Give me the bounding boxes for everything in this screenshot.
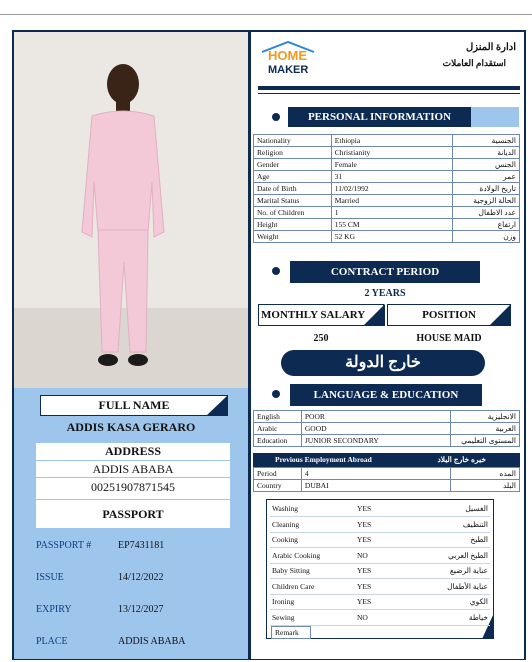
skill-label-ar: الغسيل	[465, 504, 488, 513]
skill-label: Arabic Cooking	[272, 550, 321, 560]
label-ar: ارتفاع	[453, 219, 520, 231]
label: Age	[254, 171, 332, 183]
table-row	[254, 207, 520, 219]
address-value: ADDIS ABABA	[36, 461, 230, 478]
skill-label-ar: خياطة	[468, 612, 488, 622]
language-bullet-icon	[272, 390, 280, 398]
value: GOOD	[301, 423, 450, 435]
label-ar: البلد	[451, 480, 520, 492]
place-value: ADDIS ABABA	[118, 636, 186, 647]
company-logo	[260, 40, 316, 80]
label: Marital Status	[254, 195, 332, 207]
value: Female	[331, 159, 452, 171]
label-ar: عدد الاطفال	[453, 207, 520, 219]
full-name-label: FULL NAME	[98, 398, 170, 412]
passport-header-box	[36, 500, 230, 528]
table-row	[254, 195, 520, 207]
banner-stripe	[471, 107, 519, 127]
skill-label: Sewing	[272, 612, 295, 622]
section-bullet-icon	[272, 113, 280, 121]
label-ar: الديانة	[453, 147, 520, 159]
table-row	[254, 159, 520, 171]
value: Christianity	[331, 147, 452, 159]
skill-value: NO	[357, 550, 368, 560]
header-ar-line2: استقدام العاملات	[442, 58, 506, 68]
skill-divider	[270, 578, 490, 579]
label: Religion	[254, 147, 332, 159]
issue-value: 14/12/2022	[118, 572, 164, 583]
expiry-label: EXPIRY	[36, 604, 72, 615]
candidate-photo	[14, 32, 248, 388]
employment-table	[253, 467, 520, 492]
label: Weight	[254, 231, 332, 243]
label-ar: تاريخ الولادة	[453, 183, 520, 195]
phone-value: 00251907871545	[91, 480, 175, 494]
top-rule	[0, 14, 532, 15]
label: No. of Children	[254, 207, 332, 219]
position-label: POSITION	[422, 309, 476, 321]
skill-value: YES	[357, 581, 372, 591]
table-row	[254, 231, 520, 243]
skill-label-ar: عناية الأطفال	[447, 581, 488, 591]
salary-corner-icon	[363, 304, 385, 326]
label: Gender	[254, 159, 332, 171]
language-table	[253, 410, 520, 447]
skill-label: Ironing	[272, 597, 295, 606]
label-ar: المستوى التعليمي	[451, 435, 520, 447]
passport-number-label: PASSPORT #	[36, 540, 92, 551]
table-row	[254, 480, 520, 492]
skill-divider	[270, 532, 490, 533]
skill-label-ar: عناية الرضيع	[449, 566, 488, 575]
table-row	[254, 468, 520, 480]
skill-divider	[270, 547, 490, 548]
table-row	[254, 183, 520, 195]
salary-value: 250	[313, 333, 329, 344]
employment-header	[253, 453, 520, 467]
skill-label: Children Care	[272, 581, 315, 591]
skill-value: YES	[357, 504, 372, 513]
value: 1	[331, 207, 452, 219]
personal-info-table	[253, 134, 520, 243]
label-ar: وزن	[453, 231, 520, 243]
issue-label: ISSUE	[36, 572, 64, 583]
table-row	[254, 423, 520, 435]
skill-label-ar: الطبخ العربي	[448, 550, 488, 560]
skill-label: Washing	[272, 504, 299, 513]
personal-info-title: PERSONAL INFORMATION	[288, 107, 471, 127]
header-ar-line1: ادارة المنزل	[466, 42, 516, 53]
table-row	[254, 219, 520, 231]
place-label: PLACE	[36, 636, 68, 647]
issue-row	[36, 572, 164, 583]
skill-divider	[270, 516, 490, 517]
abroad-pill	[281, 350, 485, 376]
table-row	[254, 171, 520, 183]
address-box	[36, 443, 230, 499]
label: Date of Birth	[254, 183, 332, 195]
skill-label: Cleaning	[272, 519, 300, 529]
label-ar: العربية	[451, 423, 520, 435]
monthly-salary-label: MONTHLY SALARY	[261, 309, 366, 321]
label: Nationality	[254, 135, 332, 147]
employment-title-en: Previous Employment Abroad	[275, 455, 372, 464]
label: Period	[254, 468, 302, 480]
skill-divider	[270, 594, 490, 595]
passport-number-value: EP7431181	[118, 540, 165, 551]
logo-line1: HOME	[268, 48, 307, 63]
position-value: HOUSE MAID	[416, 333, 482, 344]
header-rule-thin	[258, 93, 520, 94]
value: Ethiopia	[331, 135, 452, 147]
skill-value: YES	[357, 519, 372, 529]
skill-value: YES	[357, 535, 372, 544]
value: 155 CM	[331, 219, 452, 231]
table-row	[254, 435, 520, 447]
table-row	[254, 147, 520, 159]
label: Country	[254, 480, 302, 492]
place-row	[36, 636, 186, 647]
contract-period-value: 2 YEARS	[364, 288, 406, 299]
skill-label-ar: الطبخ	[470, 535, 488, 544]
contract-title: CONTRACT PERIOD	[290, 261, 480, 283]
logo-line2: MAKER	[268, 64, 309, 76]
passport-number-row	[36, 540, 164, 551]
contract-bullet-icon	[272, 267, 280, 275]
label: Education	[254, 435, 302, 447]
skill-divider	[270, 609, 490, 610]
address-label: ADDRESS	[36, 443, 230, 461]
skill-divider	[270, 563, 490, 564]
skill-value: YES	[357, 597, 372, 606]
skill-label: Baby Sitting	[272, 566, 310, 575]
full-name-value: ADDIS KASA GERARO	[66, 420, 196, 434]
value: JUNIOR SECONDARY	[301, 435, 450, 447]
skill-value: YES	[357, 566, 372, 575]
full-name-label-box	[40, 395, 228, 416]
skill-label-ar: التنظيف	[462, 519, 488, 529]
skill-label-ar: الكوي	[469, 597, 488, 606]
label-ar: المده	[451, 468, 520, 480]
passport-label: PASSPORT	[102, 507, 164, 521]
language-title: LANGUAGE & EDUCATION	[290, 384, 482, 406]
remark-label: Remark	[271, 626, 311, 639]
value: POOR	[301, 411, 450, 423]
table-row	[254, 135, 520, 147]
label-ar: الجنسية	[453, 135, 520, 147]
label: Arabic	[254, 423, 302, 435]
skill-label: Cooking	[272, 535, 298, 544]
label: Height	[254, 219, 332, 231]
label-ar: الجنس	[453, 159, 520, 171]
abroad-text: خارج الدولة	[345, 354, 421, 371]
value: DUBAI	[301, 480, 450, 492]
skill-value: NO	[357, 612, 368, 622]
label: English	[254, 411, 302, 423]
label-ar: عمر	[453, 171, 520, 183]
value: 4	[301, 468, 450, 480]
employment-title-ar: خبره خارج البلاد	[437, 455, 486, 464]
expiry-row	[36, 604, 164, 615]
corner-accent-icon	[206, 395, 228, 416]
value: 31	[331, 171, 452, 183]
position-corner-icon	[489, 304, 511, 326]
value: Married	[331, 195, 452, 207]
value: 11/02/1992	[331, 183, 452, 195]
label-ar: الانجليزية	[451, 411, 520, 423]
label-ar: الحالة الزوجية	[453, 195, 520, 207]
header-rule	[258, 86, 520, 90]
table-row	[254, 411, 520, 423]
value: 52 KG	[331, 231, 452, 243]
expiry-value: 13/12/2027	[118, 604, 164, 615]
